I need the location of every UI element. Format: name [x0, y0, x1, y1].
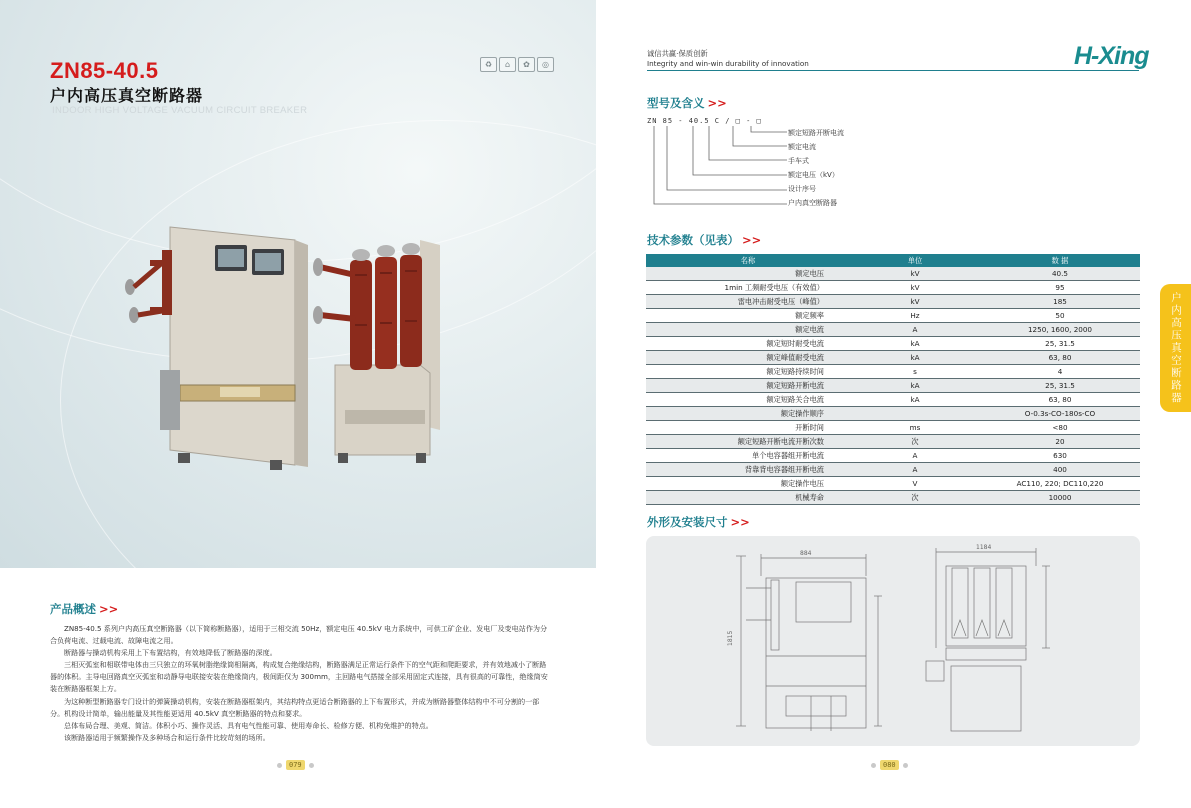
- slogan-cn: 诚信共赢·保质创新: [647, 49, 708, 58]
- table-row: [646, 421, 1140, 435]
- table-row: [646, 295, 1140, 309]
- param-unit-cell: kA: [850, 337, 980, 351]
- param-value-cell: 50: [980, 309, 1140, 323]
- param-value-cell: 25, 31.5: [980, 337, 1140, 351]
- model-item: 额定短路开断电流: [788, 129, 844, 137]
- param-unit-cell: A: [850, 323, 980, 337]
- param-value-cell: 630: [980, 449, 1140, 463]
- page-number: 080: [880, 760, 899, 770]
- param-value-cell: 185: [980, 295, 1140, 309]
- table-row: [646, 365, 1140, 379]
- overview-paragraph: 断路器与操动机构采用上下布置结构，有效地降低了断路器的深度。: [64, 648, 277, 658]
- table-row: [646, 435, 1140, 449]
- column-header: 名称: [646, 254, 850, 267]
- pager-dot: [871, 763, 876, 768]
- param-value-cell: 400: [980, 463, 1140, 477]
- table-header-row: [646, 254, 1140, 267]
- overview-paragraph: 总体布局合理、美观、简洁。体积小巧、操作灵活、具有电气性能可靠、使用寿命长、检修方便、机构免维护的特点。: [64, 720, 433, 730]
- param-name-cell: 额定频率: [646, 309, 850, 323]
- param-name-cell: 1min 工频耐受电压（有效值）: [646, 281, 850, 295]
- column-header: 数 据: [980, 254, 1140, 267]
- product-name-en: INDOOR HIGH VOLTAGE VACUUM CIRCUIT BREAKER: [52, 105, 308, 116]
- table-row: [646, 267, 1140, 281]
- param-name-cell: 机械寿命: [646, 491, 850, 505]
- param-value-cell: 40.5: [980, 267, 1140, 281]
- page-number-right: [871, 760, 908, 770]
- dimensions-title: 外形及安装尺寸 >>: [647, 515, 750, 529]
- param-value-cell: O-0.3s-CO-180s-CO: [980, 407, 1140, 421]
- param-name-cell: 额定峰值耐受电流: [646, 351, 850, 365]
- param-unit-cell: s: [850, 365, 980, 379]
- table-row: [646, 449, 1140, 463]
- dimension-drawing-panel: [646, 536, 1140, 746]
- param-name-cell: 额定电压: [646, 267, 850, 281]
- param-value-cell: <80: [980, 421, 1140, 435]
- param-unit-cell: kV: [850, 295, 980, 309]
- model-code: ZN 85 - 40.5 C / □ - □: [647, 117, 762, 125]
- param-name-cell: 额定短路开断电流开断次数: [646, 435, 850, 449]
- right-page: [596, 0, 1191, 808]
- page-number: 079: [286, 760, 305, 770]
- model-item: 额定电流: [788, 143, 816, 151]
- param-value-cell: 25, 31.5: [980, 379, 1140, 393]
- cert-icon: ⌂: [499, 57, 516, 72]
- table-row: [646, 393, 1140, 407]
- overview-text: [50, 623, 548, 744]
- param-value-cell: 95: [980, 281, 1140, 295]
- column-header: 单位: [850, 254, 980, 267]
- table-row: [646, 477, 1140, 491]
- certification-icons: [480, 57, 554, 72]
- dimension-label: 1184: [976, 544, 992, 551]
- table-row: [646, 351, 1140, 365]
- overview-paragraph: ZN85-40.5 系列户内高压真空断路器（以下简称断路器），适用于三相交流 50Hz，额定电压 40.5kV 电力系统中，可供工矿企业、发电厂及变电站作为分合负荷电流、过载电流、故障电流之用。: [50, 624, 548, 646]
- header-rule: [647, 70, 1139, 71]
- param-value-cell: AC110, 220; DC110,220: [980, 477, 1140, 491]
- product-name-cn: 户内高压真空断路器: [50, 86, 204, 105]
- cert-icon: ✿: [518, 57, 535, 72]
- table-row: [646, 323, 1140, 337]
- table-row: [646, 281, 1140, 295]
- param-value-cell: 20: [980, 435, 1140, 449]
- param-unit-cell: kA: [850, 393, 980, 407]
- param-name-cell: 额定操作电压: [646, 477, 850, 491]
- model-item: 户内真空断路器: [788, 199, 837, 207]
- model-item: 设计序号: [788, 185, 816, 193]
- param-name-cell: 额定电流: [646, 323, 850, 337]
- cert-icon: ◎: [537, 57, 554, 72]
- overview-paragraph: 为这种断型断路器专门设计的弹簧操动机构，安装在断路器框架内，其结构特点更适合断路器的上下布置形式，并成为断路器整体结构中不可分割的一部分。机构设计简单，输出能量及其性能更适用 40.5kV 真空断路器的特点和要求。: [50, 696, 540, 718]
- param-unit-cell: A: [850, 449, 980, 463]
- dimension-drawing: [646, 536, 1140, 746]
- dimension-label: 1815: [727, 630, 734, 646]
- pager-dot: [903, 763, 908, 768]
- param-value-cell: 10000: [980, 491, 1140, 505]
- param-name-cell: 开断时间: [646, 421, 850, 435]
- param-value-cell: 1250, 1600, 2000: [980, 323, 1140, 337]
- model-title: 型号及含义 >>: [647, 96, 727, 110]
- param-value-cell: 63, 80: [980, 351, 1140, 365]
- hero-background: [0, 0, 596, 568]
- param-unit-cell: kV: [850, 267, 980, 281]
- table-row: [646, 491, 1140, 505]
- param-name-cell: 单个电容器组开断电流: [646, 449, 850, 463]
- table-row: [646, 309, 1140, 323]
- model-item: 手车式: [788, 157, 809, 165]
- param-unit-cell: kA: [850, 379, 980, 393]
- product-photo: [120, 215, 480, 485]
- cert-icon: ♻: [480, 57, 497, 72]
- param-name-cell: 额定短时耐受电流: [646, 337, 850, 351]
- param-value-cell: 63, 80: [980, 393, 1140, 407]
- param-name-cell: 额定短路开断电流: [646, 379, 850, 393]
- category-side-tab: [1160, 284, 1191, 412]
- table-row: [646, 407, 1140, 421]
- overview-paragraph: 该断路器适用于频繁操作及多种场合和运行条件比较苛刻的场所。: [64, 732, 270, 742]
- param-unit-cell: kA: [850, 351, 980, 365]
- table-row: [646, 337, 1140, 351]
- slogan-en: Integrity and win-win durability of innovation: [647, 59, 809, 68]
- param-name-cell: 背靠背电容器组开断电流: [646, 463, 850, 477]
- param-unit-cell: 次: [850, 435, 980, 449]
- pager-dot: [277, 763, 282, 768]
- dimension-label: 884: [800, 550, 812, 557]
- page-number-left: [277, 760, 314, 770]
- model-bracket-lines: [647, 124, 792, 210]
- product-code: ZN85-40.5: [50, 58, 159, 83]
- param-unit-cell: 次: [850, 491, 980, 505]
- param-unit-cell: Hz: [850, 309, 980, 323]
- param-value-cell: 4: [980, 365, 1140, 379]
- spec-table: [646, 254, 1140, 505]
- param-unit-cell: ms: [850, 421, 980, 435]
- param-name-cell: 雷电冲击耐受电压（峰值）: [646, 295, 850, 309]
- param-name-cell: 额定操作顺序: [646, 407, 850, 421]
- table-row: [646, 463, 1140, 477]
- overview-title: 产品概述 >>: [50, 602, 119, 616]
- param-name-cell: 额定短路关合电流: [646, 393, 850, 407]
- model-item: 额定电压（kV）: [788, 171, 839, 179]
- param-unit-cell: [850, 407, 980, 421]
- param-unit-cell: kV: [850, 281, 980, 295]
- param-name-cell: 额定短路持续时间: [646, 365, 850, 379]
- params-title: 技术参数（见表） >>: [647, 233, 762, 247]
- side-tab-label: 户内高压真空断路器: [1170, 292, 1182, 405]
- table-row: [646, 379, 1140, 393]
- pager-dot: [309, 763, 314, 768]
- param-unit-cell: V: [850, 477, 980, 491]
- overview-paragraph: 三相灭弧室和相联带电体由三只独立的环氧树脂绝缘筒相隔离，构成复合绝缘结构，断路器满足正常运行条件下的空气距和爬距要求，并有效地减小了断路器的体积。主导电回路真空灭弧室和动静导电联接安装在绝缘筒内，极间距仅为 300mm，主回路电气搭接全部采用固定式连接，具有很高的可靠性，绝缘筒安装在断路器框架上方。: [50, 660, 548, 694]
- company-logo: H-Xing: [1074, 42, 1149, 70]
- param-unit-cell: A: [850, 463, 980, 477]
